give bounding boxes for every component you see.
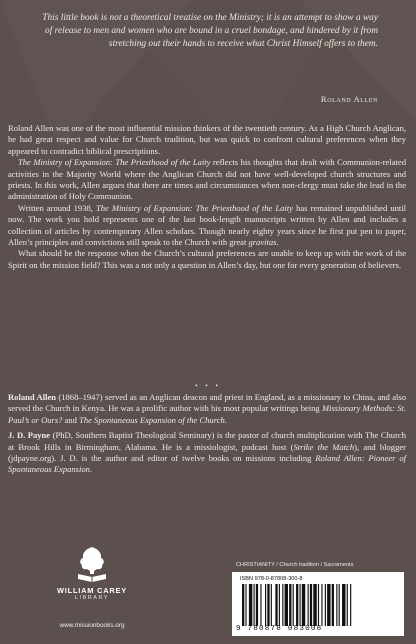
book-title-italic: The Ministry of Expansion: The Priesthood of the Laity — [95, 202, 294, 213]
barcode-bar — [267, 584, 269, 626]
barcode-bar — [249, 584, 252, 626]
barcode-bar — [282, 584, 283, 626]
publisher-sub: LIBRARY — [74, 595, 110, 601]
barcode-bar — [327, 584, 330, 626]
barcode-bar — [254, 584, 255, 626]
barcode-bar — [318, 584, 319, 626]
description-paragraph-3: Written around 1938, The Ministry of Expansion: The Priesthood of the Laity has remained unpublished until now. The work you hold represents one of the last book-length manuscripts written by Allen and includes a collection of articles by contemporary Allen scholars. Though nearly eighty years since he first put pen to paper, Allen’s principles and convictions still speak to the Church with great gravitas. — [8, 202, 406, 248]
description-paragraph-1: Roland Allen was one of the most influential mission thinkers of the twentieth century. As a High Church Anglican, he had great respect and value for Church tradition, but was quick to confront cultural preferences when they appeared to contradict biblical prescriptions. — [8, 123, 406, 156]
barcode-bar — [300, 584, 301, 626]
barcode-bar — [325, 584, 326, 626]
barcode-bar — [302, 584, 305, 626]
barcode-bar — [310, 584, 312, 626]
description-paragraph-2: The Ministry of Expansion: The Priesthood of the Laity reflects his thoughts that dealt with Communion-related activities in the Majority World where the Anglican Church did not have well-developed church structures and priests. In this work, Allen argues that there are times and circumstances when non-clergy must take the lead in the administration of Holy Communion. — [8, 157, 406, 202]
barcode-bar — [332, 584, 334, 626]
bio-jd-payne: J. D. Payne (PhD, Southern Baptist Theological Seminary) is the pastor of church multiplication with The Church at Brook Hills in Birmingham, Alabama. He is a missiologist, podcast host (Strike the Match), and blogger (jdpayne.org). J. D. is the author and editor of twelve books on missions including Roland Allen: Pioneer of Spontaneous Expansion. — [8, 430, 406, 475]
isbn-label: ISBN 978-0-87808-300-8 — [240, 576, 303, 582]
barcode-bar — [285, 584, 288, 626]
book-title-italic: The Ministry of Expansion: The Priesthood of the Laity — [18, 157, 211, 168]
barcode-bar — [296, 584, 298, 626]
description-paragraph-4: What should be the response when the Church’s cultural preferences are unable to keep up with the work of the Spirit on the mission field? This was a not only a question in Allen’s day, but one for every generation of believers. — [8, 248, 406, 270]
isbn-barcode-box — [232, 572, 404, 636]
bio-roland-allen: Roland Allen (1868–1947) served as an Anglican deacon and priest in England, as a missionary to China, and also served the Church in Kenya. He was a prolific author with his most popular writings being Missionary Methods: St. Paul’s or Ours? and The Spontaneous Expansion of the Church. — [8, 392, 407, 425]
barcode-bar — [347, 584, 348, 626]
barcode-bar — [245, 584, 246, 626]
epigraph-author: Roland Allen — [320, 94, 378, 104]
barcode-graphic — [240, 584, 396, 626]
barcode-digits: 9 780878 083008 — [236, 625, 323, 633]
barcode-bar — [342, 584, 345, 626]
publisher-name: WILLIAM CAREY — [57, 586, 127, 595]
publisher-website: www.missionbooks.org — [59, 622, 125, 629]
barcode-bar — [321, 584, 322, 626]
epigraph-quote: This little book is not a theoretical treatise on the Ministry; it is an attempt to show a way of release to men and women who are bound in a cruel bondage, and hindered by it from stretching out their hands to receive what Christ Himself offers to them. — [42, 13, 378, 49]
author-bios — [8, 392, 406, 480]
bisac-category: CHRISTIANITY / Church tradition / Sacraments — [236, 562, 354, 568]
publisher-logo — [48, 543, 136, 601]
barcode-bar — [265, 584, 266, 626]
barcode-bar — [260, 584, 261, 626]
barcode-bar — [289, 584, 291, 626]
barcode-bar — [242, 584, 244, 626]
barcode-bar — [308, 584, 309, 626]
barcode-bar — [336, 584, 337, 626]
section-separator: • • • — [195, 382, 221, 390]
barcode-bar — [350, 584, 351, 626]
barcode-bar — [271, 584, 272, 626]
tree-and-book-icon — [72, 543, 112, 583]
barcode-bar — [256, 584, 258, 626]
barcode-bar — [339, 584, 340, 626]
barcode-bar — [313, 584, 316, 626]
barcode-bar — [275, 584, 277, 626]
description-text — [8, 123, 406, 271]
barcode-bar — [293, 584, 294, 626]
barcode-bar — [279, 584, 280, 626]
